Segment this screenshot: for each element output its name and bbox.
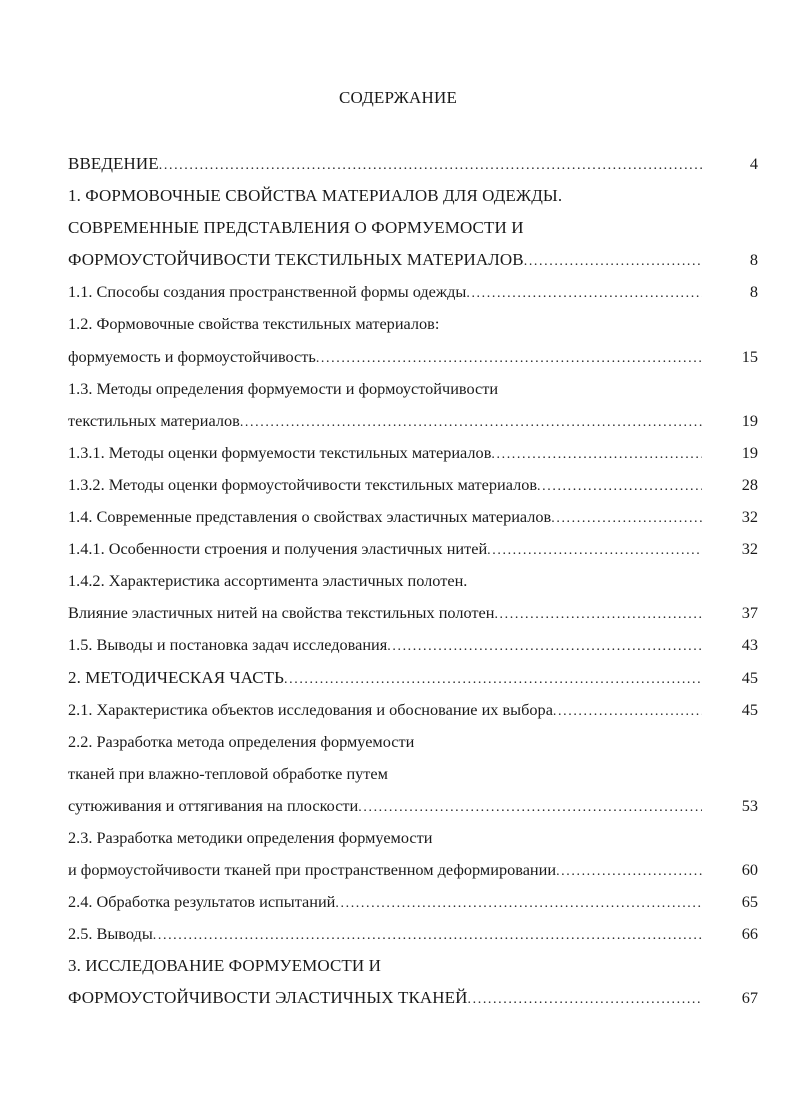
toc-entry-text: и формоустойчивости тканей при пространственном деформировании — [68, 860, 557, 880]
dot-leader — [524, 246, 702, 278]
dot-leader — [487, 535, 702, 567]
toc-entry — [68, 918, 758, 950]
dot-leader — [159, 150, 702, 182]
toc-entry-text: тканей при влажно-тепловой обработке путем — [68, 763, 388, 783]
dot-leader — [466, 278, 702, 310]
dot-leader — [553, 696, 702, 728]
toc-entry — [68, 726, 758, 758]
toc-entry-text: ФОРМОУСТОЙЧИВОСТИ ТЕКСТИЛЬНЫХ МАТЕРИАЛОВ — [68, 250, 524, 270]
toc-entry-text: 2.2. Разработка метода определения формуемости — [68, 731, 415, 751]
toc-entry-page-number: 32 — [741, 539, 758, 559]
toc-entry-page-number: 28 — [741, 474, 758, 494]
toc-entry-text: 1.5. Выводы и постановка задач исследования — [68, 635, 388, 655]
toc-entry-text: сутюживания и оттягивания на плоскости — [68, 795, 359, 815]
dot-leader — [153, 920, 702, 952]
dot-leader — [491, 439, 702, 471]
toc-entry-text: 1.3.2. Методы оценки формоустойчивости текстильных материалов — [68, 474, 538, 494]
toc-entry — [68, 501, 758, 533]
toc-entry — [68, 854, 758, 886]
toc-entry-text: 2.5. Выводы — [68, 924, 153, 944]
toc-entry — [68, 790, 758, 822]
toc-entry-page-number: 4 — [749, 154, 758, 173]
toc-entry — [68, 533, 758, 565]
toc-entry-page-number: 45 — [741, 667, 758, 687]
toc-entry — [68, 694, 758, 726]
toc-entry-page-number: 15 — [741, 346, 758, 366]
dot-leader — [387, 631, 702, 663]
toc-entry-text: Влияние эластичных нитей на свойства текстильных полотен — [68, 603, 495, 623]
dot-leader — [551, 503, 702, 535]
toc-entry — [68, 148, 758, 180]
toc-entry-text: 1. ФОРМОВОЧНЫЕ СВОЙСТВА МАТЕРИАЛОВ ДЛЯ ОДЕЖДЫ. — [68, 186, 563, 206]
dot-leader — [494, 599, 702, 631]
toc-entry-text: 2.3. Разработка методики определения формуемости — [68, 827, 433, 847]
toc-entry-text: 1.4.1. Особенности строения и получения эластичных нитей — [68, 539, 488, 559]
toc-entry — [68, 565, 758, 597]
toc-entry — [68, 341, 758, 373]
toc-entry-page-number: 8 — [749, 282, 758, 302]
toc-entry-text: 2.1. Характеристика объектов исследования и обоснование их выбора — [68, 699, 553, 719]
toc-entry — [68, 405, 758, 437]
toc-entry — [68, 308, 758, 340]
toc-entry — [68, 276, 758, 308]
toc-entry-page-number: 19 — [741, 410, 758, 430]
toc-entry-page-number: 67 — [741, 988, 758, 1008]
toc-entry-text: 1.2. Формовочные свойства текстильных материалов: — [68, 314, 440, 334]
toc-entry-text: 1.3.1. Методы оценки формуемости текстильных материалов — [68, 442, 492, 462]
toc-entry-text: ФОРМОУСТОЙЧИВОСТИ ЭЛАСТИЧНЫХ ТКАНЕЙ — [68, 988, 468, 1008]
table-of-contents — [68, 148, 758, 1015]
toc-entry-page-number: 53 — [741, 795, 758, 815]
dot-leader — [537, 471, 702, 503]
toc-entry — [68, 244, 758, 276]
toc-entry-text: 1.4. Современные представления о свойствах эластичных материалов — [68, 507, 552, 527]
toc-entry-page-number: 19 — [741, 442, 758, 462]
toc-entry-page-number: 32 — [741, 507, 758, 527]
dot-leader — [556, 856, 702, 888]
toc-entry-page-number: 66 — [741, 924, 758, 944]
toc-entry — [68, 950, 758, 982]
toc-entry — [68, 212, 758, 244]
toc-entry — [68, 662, 758, 694]
toc-entry — [68, 822, 758, 854]
toc-entry-page-number: 43 — [741, 635, 758, 655]
dot-leader — [358, 792, 702, 824]
toc-entry — [68, 758, 758, 790]
toc-entry-page-number: 45 — [741, 699, 758, 719]
toc-entry-page-number: 8 — [749, 250, 758, 270]
toc-entry — [68, 437, 758, 469]
toc-entry — [68, 597, 758, 629]
dot-leader — [284, 664, 702, 696]
toc-entry-text: 2. МЕТОДИЧЕСКАЯ ЧАСТЬ — [68, 667, 285, 687]
toc-entry-text: 3. ИССЛЕДОВАНИЕ ФОРМУЕМОСТИ И — [68, 956, 381, 976]
toc-entry — [68, 982, 758, 1014]
toc-entry — [68, 373, 758, 405]
page-title: СОДЕРЖАНИЕ — [338, 88, 458, 107]
toc-entry-text: 2.4. Обработка результатов испытаний — [68, 892, 336, 912]
toc-entry-text: 1.4.2. Характеристика ассортимента эластичных полотен. — [68, 571, 468, 591]
toc-entry-text: текстильных материалов — [68, 410, 240, 430]
toc-entry-page-number: 37 — [741, 603, 758, 623]
toc-entry-page-number: 65 — [741, 892, 758, 912]
toc-entry — [68, 886, 758, 918]
dot-leader — [240, 407, 702, 439]
dot-leader — [468, 984, 702, 1016]
toc-entry-page-number: 60 — [741, 860, 758, 880]
toc-entry-text: формуемость и формоустойчивость — [68, 346, 316, 366]
toc-entry-text: ВВЕДЕНИЕ — [68, 154, 159, 173]
toc-entry-text: 1.3. Методы определения формуемости и формоустойчивости — [68, 378, 499, 398]
toc-entry — [68, 180, 758, 212]
dot-leader — [335, 888, 702, 920]
dot-leader — [316, 343, 702, 375]
toc-entry — [68, 629, 758, 661]
toc-entry — [68, 469, 758, 501]
toc-entry-text: 1.1. Способы создания пространственной формы одежды — [68, 282, 467, 302]
toc-entry-text: СОВРЕМЕННЫЕ ПРЕДСТАВЛЕНИЯ О ФОРМУЕМОСТИ И — [68, 218, 524, 238]
